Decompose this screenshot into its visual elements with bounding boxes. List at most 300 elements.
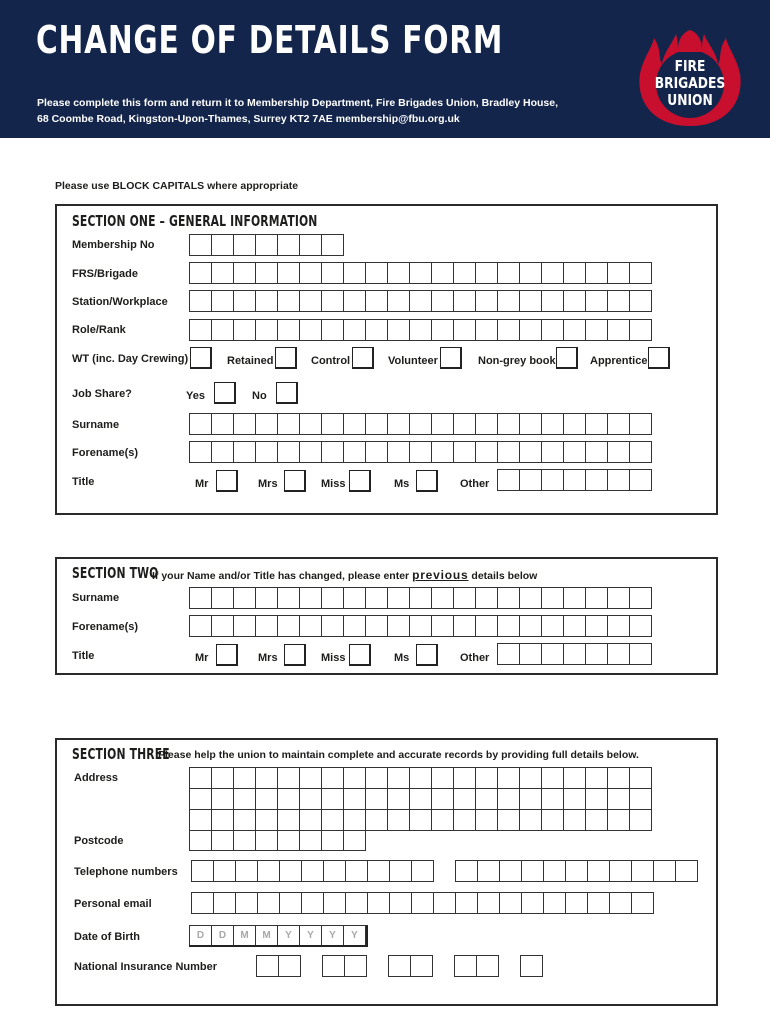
char-box[interactable]: [300, 768, 322, 788]
char-box[interactable]: [212, 789, 234, 809]
prev-surname-boxes[interactable]: [189, 587, 652, 609]
wt-checkbox[interactable]: [190, 347, 212, 369]
char-box[interactable]: [234, 442, 256, 462]
char-box[interactable]: [412, 893, 434, 913]
char-box[interactable]: [212, 768, 234, 788]
char-box[interactable]: [256, 235, 278, 255]
char-box[interactable]: [498, 470, 520, 490]
char-box[interactable]: [586, 291, 608, 311]
non-grey-book-checkbox[interactable]: [556, 347, 578, 369]
char-box[interactable]: [236, 893, 258, 913]
char-box[interactable]: [300, 442, 322, 462]
char-box[interactable]: Y: [322, 926, 344, 945]
char-box[interactable]: [476, 768, 498, 788]
prev-title-mrs-checkbox[interactable]: [284, 644, 306, 666]
char-box[interactable]: [586, 616, 608, 636]
char-box[interactable]: [300, 831, 322, 850]
char-box[interactable]: [212, 831, 234, 850]
char-box[interactable]: [344, 291, 366, 311]
char-box[interactable]: [190, 263, 212, 283]
char-box[interactable]: [322, 235, 344, 255]
char-box[interactable]: [388, 320, 410, 340]
char-box[interactable]: [454, 789, 476, 809]
char-box[interactable]: [278, 768, 300, 788]
char-box[interactable]: [322, 831, 344, 850]
char-box[interactable]: [476, 616, 498, 636]
retained-checkbox[interactable]: [275, 347, 297, 369]
char-box[interactable]: [322, 616, 344, 636]
char-box[interactable]: [520, 291, 542, 311]
char-box[interactable]: [632, 861, 654, 881]
char-box[interactable]: [322, 768, 344, 788]
char-box[interactable]: [608, 810, 630, 830]
char-box[interactable]: [542, 810, 564, 830]
char-box[interactable]: [630, 768, 652, 788]
char-box[interactable]: [388, 588, 410, 608]
address-line-1-boxes[interactable]: [189, 767, 652, 789]
ni-group-4-boxes[interactable]: [454, 955, 499, 977]
char-box[interactable]: [500, 893, 522, 913]
char-box[interactable]: [498, 588, 520, 608]
title-ms-checkbox[interactable]: [416, 470, 438, 492]
char-box[interactable]: [256, 291, 278, 311]
char-box[interactable]: [478, 893, 500, 913]
char-box[interactable]: [212, 442, 234, 462]
char-box[interactable]: [234, 320, 256, 340]
char-box[interactable]: [564, 588, 586, 608]
char-box[interactable]: [544, 893, 566, 913]
char-box[interactable]: [432, 291, 454, 311]
char-box[interactable]: [608, 470, 630, 490]
char-box[interactable]: [630, 320, 652, 340]
char-box[interactable]: [410, 768, 432, 788]
char-box[interactable]: [212, 320, 234, 340]
char-box[interactable]: [344, 768, 366, 788]
char-box[interactable]: [630, 789, 652, 809]
char-box[interactable]: [279, 956, 301, 976]
char-box[interactable]: [630, 470, 652, 490]
char-box[interactable]: [588, 893, 610, 913]
prev-title-ms-checkbox[interactable]: [416, 644, 438, 666]
char-box[interactable]: [476, 810, 498, 830]
char-box[interactable]: [630, 291, 652, 311]
char-box[interactable]: [344, 616, 366, 636]
job-share-no-checkbox[interactable]: [276, 382, 298, 404]
char-box[interactable]: [214, 861, 236, 881]
char-box[interactable]: [322, 442, 344, 462]
char-box[interactable]: [476, 414, 498, 434]
char-box[interactable]: [344, 442, 366, 462]
char-box[interactable]: [520, 810, 542, 830]
char-box[interactable]: [388, 789, 410, 809]
char-box[interactable]: [586, 414, 608, 434]
apprentice-checkbox[interactable]: [648, 347, 670, 369]
char-box[interactable]: [256, 414, 278, 434]
char-box[interactable]: [608, 263, 630, 283]
char-box[interactable]: [324, 893, 346, 913]
char-box[interactable]: [520, 616, 542, 636]
char-box[interactable]: [300, 616, 322, 636]
char-box[interactable]: [522, 861, 544, 881]
char-box[interactable]: [586, 470, 608, 490]
char-box[interactable]: [542, 263, 564, 283]
char-box[interactable]: [477, 956, 499, 976]
char-box[interactable]: [410, 616, 432, 636]
char-box[interactable]: D: [212, 926, 234, 945]
char-box[interactable]: [410, 789, 432, 809]
char-box[interactable]: [410, 291, 432, 311]
char-box[interactable]: [345, 956, 367, 976]
char-box[interactable]: [432, 789, 454, 809]
personal-email-boxes[interactable]: [191, 892, 654, 914]
char-box[interactable]: [476, 291, 498, 311]
char-box[interactable]: [542, 320, 564, 340]
ni-group-5-boxes[interactable]: [520, 955, 543, 977]
char-box[interactable]: [388, 442, 410, 462]
title-miss-checkbox[interactable]: [349, 470, 371, 492]
address-line-2-boxes[interactable]: [189, 789, 652, 810]
char-box[interactable]: [366, 616, 388, 636]
char-box[interactable]: [366, 263, 388, 283]
char-box[interactable]: [388, 616, 410, 636]
char-box[interactable]: [520, 320, 542, 340]
char-box[interactable]: [278, 810, 300, 830]
char-box[interactable]: [520, 470, 542, 490]
char-box[interactable]: [542, 588, 564, 608]
char-box[interactable]: [498, 291, 520, 311]
char-box[interactable]: [564, 810, 586, 830]
char-box[interactable]: [212, 588, 234, 608]
char-box[interactable]: [212, 263, 234, 283]
char-box[interactable]: [564, 442, 586, 462]
char-box[interactable]: [300, 320, 322, 340]
char-box[interactable]: [300, 291, 322, 311]
char-box[interactable]: [454, 616, 476, 636]
prev-title-other-boxes[interactable]: [497, 643, 652, 665]
char-box[interactable]: [366, 768, 388, 788]
char-box[interactable]: [608, 789, 630, 809]
char-box[interactable]: [498, 616, 520, 636]
char-box[interactable]: [278, 789, 300, 809]
char-box[interactable]: [676, 861, 698, 881]
char-box[interactable]: [432, 810, 454, 830]
char-box[interactable]: [300, 588, 322, 608]
char-box[interactable]: [322, 291, 344, 311]
char-box[interactable]: [608, 588, 630, 608]
char-box[interactable]: [280, 893, 302, 913]
char-box[interactable]: [234, 616, 256, 636]
char-box[interactable]: [388, 263, 410, 283]
char-box[interactable]: [258, 893, 280, 913]
char-box[interactable]: [542, 768, 564, 788]
char-box[interactable]: [190, 831, 212, 850]
char-box[interactable]: [630, 616, 652, 636]
char-box[interactable]: [278, 442, 300, 462]
char-box[interactable]: [498, 644, 520, 664]
char-box[interactable]: [278, 320, 300, 340]
char-box[interactable]: [564, 320, 586, 340]
char-box[interactable]: [366, 810, 388, 830]
char-box[interactable]: [542, 291, 564, 311]
char-box[interactable]: [454, 414, 476, 434]
char-box[interactable]: [564, 263, 586, 283]
char-box[interactable]: [256, 588, 278, 608]
address-line-3-boxes[interactable]: [189, 810, 652, 831]
char-box[interactable]: [610, 893, 632, 913]
char-box[interactable]: [234, 414, 256, 434]
char-box[interactable]: Y: [278, 926, 300, 945]
char-box[interactable]: [564, 768, 586, 788]
char-box[interactable]: [410, 320, 432, 340]
char-box[interactable]: [564, 470, 586, 490]
char-box[interactable]: [476, 320, 498, 340]
char-box[interactable]: [278, 616, 300, 636]
char-box[interactable]: [454, 320, 476, 340]
char-box[interactable]: [498, 414, 520, 434]
char-box[interactable]: [520, 442, 542, 462]
char-box[interactable]: [389, 956, 411, 976]
char-box[interactable]: [258, 861, 280, 881]
char-box[interactable]: [564, 414, 586, 434]
char-box[interactable]: [346, 893, 368, 913]
char-box[interactable]: [411, 956, 433, 976]
char-box[interactable]: [410, 414, 432, 434]
char-box[interactable]: [454, 810, 476, 830]
char-box[interactable]: [190, 235, 212, 255]
char-box[interactable]: [412, 861, 434, 881]
char-box[interactable]: [586, 442, 608, 462]
char-box[interactable]: [454, 442, 476, 462]
char-box[interactable]: [608, 291, 630, 311]
char-box[interactable]: [564, 616, 586, 636]
char-box[interactable]: [632, 893, 654, 913]
char-box[interactable]: [300, 414, 322, 434]
char-box[interactable]: [608, 644, 630, 664]
char-box[interactable]: [566, 893, 588, 913]
char-box[interactable]: [434, 893, 456, 913]
char-box[interactable]: [432, 588, 454, 608]
char-box[interactable]: [366, 789, 388, 809]
char-box[interactable]: [190, 616, 212, 636]
char-box[interactable]: [190, 320, 212, 340]
char-box[interactable]: [234, 810, 256, 830]
char-box[interactable]: [344, 320, 366, 340]
char-box[interactable]: [322, 588, 344, 608]
char-box[interactable]: [520, 414, 542, 434]
char-box[interactable]: [256, 768, 278, 788]
char-box[interactable]: [410, 810, 432, 830]
char-box[interactable]: [257, 956, 279, 976]
char-box[interactable]: [390, 893, 412, 913]
char-box[interactable]: [630, 263, 652, 283]
char-box[interactable]: [564, 789, 586, 809]
char-box[interactable]: [608, 768, 630, 788]
char-box[interactable]: [432, 320, 454, 340]
char-box[interactable]: [300, 235, 322, 255]
char-box[interactable]: [522, 893, 544, 913]
char-box[interactable]: [520, 768, 542, 788]
char-box[interactable]: [564, 644, 586, 664]
char-box[interactable]: [586, 263, 608, 283]
char-box[interactable]: [432, 263, 454, 283]
char-box[interactable]: [212, 810, 234, 830]
prev-title-miss-checkbox[interactable]: [349, 644, 371, 666]
char-box[interactable]: [432, 414, 454, 434]
char-box[interactable]: [192, 893, 214, 913]
char-box[interactable]: [234, 235, 256, 255]
char-box[interactable]: [498, 442, 520, 462]
char-box[interactable]: [542, 789, 564, 809]
char-box[interactable]: [234, 831, 256, 850]
char-box[interactable]: [366, 291, 388, 311]
char-box[interactable]: [256, 442, 278, 462]
char-box[interactable]: [280, 861, 302, 881]
char-box[interactable]: [234, 263, 256, 283]
telephone-2-boxes[interactable]: [455, 860, 698, 882]
surname-boxes[interactable]: [189, 413, 652, 435]
char-box[interactable]: [322, 263, 344, 283]
char-box[interactable]: [256, 810, 278, 830]
char-box[interactable]: [256, 320, 278, 340]
char-box[interactable]: [432, 442, 454, 462]
char-box[interactable]: [498, 768, 520, 788]
char-box[interactable]: [608, 414, 630, 434]
char-box[interactable]: [256, 831, 278, 850]
char-box[interactable]: [344, 831, 366, 850]
char-box[interactable]: [586, 789, 608, 809]
char-box[interactable]: [256, 616, 278, 636]
char-box[interactable]: D: [190, 926, 212, 945]
char-box[interactable]: [454, 291, 476, 311]
char-box[interactable]: [192, 861, 214, 881]
char-box[interactable]: [410, 442, 432, 462]
char-box[interactable]: [390, 861, 412, 881]
char-box[interactable]: [630, 810, 652, 830]
ni-group-2-boxes[interactable]: [322, 955, 367, 977]
char-box[interactable]: [322, 810, 344, 830]
char-box[interactable]: [564, 291, 586, 311]
char-box[interactable]: [388, 810, 410, 830]
char-box[interactable]: [190, 768, 212, 788]
char-box[interactable]: [476, 263, 498, 283]
char-box[interactable]: [322, 414, 344, 434]
char-box[interactable]: [566, 861, 588, 881]
char-box[interactable]: [520, 263, 542, 283]
char-box[interactable]: [478, 861, 500, 881]
frs-brigade-boxes[interactable]: [189, 262, 652, 284]
char-box[interactable]: [190, 789, 212, 809]
char-box[interactable]: [366, 414, 388, 434]
char-box[interactable]: [234, 768, 256, 788]
char-box[interactable]: [456, 861, 478, 881]
char-box[interactable]: [476, 588, 498, 608]
char-box[interactable]: [454, 768, 476, 788]
char-box[interactable]: [586, 644, 608, 664]
postcode-boxes[interactable]: [189, 831, 366, 851]
job-share-yes-checkbox[interactable]: [214, 382, 236, 404]
char-box[interactable]: [432, 616, 454, 636]
char-box[interactable]: [500, 861, 522, 881]
char-box[interactable]: [212, 414, 234, 434]
char-box[interactable]: [498, 263, 520, 283]
char-box[interactable]: [212, 291, 234, 311]
prev-forenames-boxes[interactable]: [189, 615, 652, 637]
char-box[interactable]: [368, 861, 390, 881]
char-box[interactable]: [190, 414, 212, 434]
char-box[interactable]: [278, 291, 300, 311]
station-boxes[interactable]: [189, 290, 652, 312]
char-box[interactable]: [212, 616, 234, 636]
char-box[interactable]: [544, 861, 566, 881]
char-box[interactable]: [454, 263, 476, 283]
char-box[interactable]: [410, 263, 432, 283]
membership-no-boxes[interactable]: [189, 234, 344, 256]
title-other-boxes[interactable]: [497, 469, 652, 491]
char-box[interactable]: [521, 956, 543, 976]
char-box[interactable]: [432, 768, 454, 788]
prev-title-mr-checkbox[interactable]: [216, 644, 238, 666]
char-box[interactable]: [610, 861, 632, 881]
char-box[interactable]: [190, 588, 212, 608]
char-box[interactable]: [278, 263, 300, 283]
char-box[interactable]: [344, 810, 366, 830]
char-box[interactable]: [586, 810, 608, 830]
char-box[interactable]: [324, 861, 346, 881]
char-box[interactable]: [410, 588, 432, 608]
char-box[interactable]: [586, 768, 608, 788]
char-box[interactable]: [654, 861, 676, 881]
char-box[interactable]: [542, 616, 564, 636]
char-box[interactable]: [344, 263, 366, 283]
char-box[interactable]: [344, 414, 366, 434]
role-rank-boxes[interactable]: [189, 319, 652, 341]
char-box[interactable]: [388, 768, 410, 788]
char-box[interactable]: [190, 442, 212, 462]
char-box[interactable]: [588, 861, 610, 881]
char-box[interactable]: [236, 861, 258, 881]
title-mrs-checkbox[interactable]: [284, 470, 306, 492]
char-box[interactable]: [476, 442, 498, 462]
char-box[interactable]: [368, 893, 390, 913]
char-box[interactable]: [542, 442, 564, 462]
char-box[interactable]: [455, 956, 477, 976]
char-box[interactable]: [388, 414, 410, 434]
char-box[interactable]: [520, 789, 542, 809]
char-box[interactable]: Y: [300, 926, 322, 945]
char-box[interactable]: Y: [344, 926, 366, 945]
title-mr-checkbox[interactable]: [216, 470, 238, 492]
char-box[interactable]: [344, 789, 366, 809]
char-box[interactable]: [520, 588, 542, 608]
char-box[interactable]: [344, 588, 366, 608]
char-box[interactable]: [498, 320, 520, 340]
char-box[interactable]: M: [234, 926, 256, 945]
char-box[interactable]: [302, 893, 324, 913]
char-box[interactable]: [322, 320, 344, 340]
char-box[interactable]: [630, 644, 652, 664]
char-box[interactable]: [346, 861, 368, 881]
char-box[interactable]: [234, 588, 256, 608]
char-box[interactable]: [278, 588, 300, 608]
char-box[interactable]: [234, 789, 256, 809]
dob-boxes[interactable]: [189, 925, 368, 947]
char-box[interactable]: [256, 263, 278, 283]
char-box[interactable]: [476, 789, 498, 809]
char-box[interactable]: [608, 442, 630, 462]
char-box[interactable]: [454, 588, 476, 608]
char-box[interactable]: [586, 320, 608, 340]
char-box[interactable]: [388, 291, 410, 311]
